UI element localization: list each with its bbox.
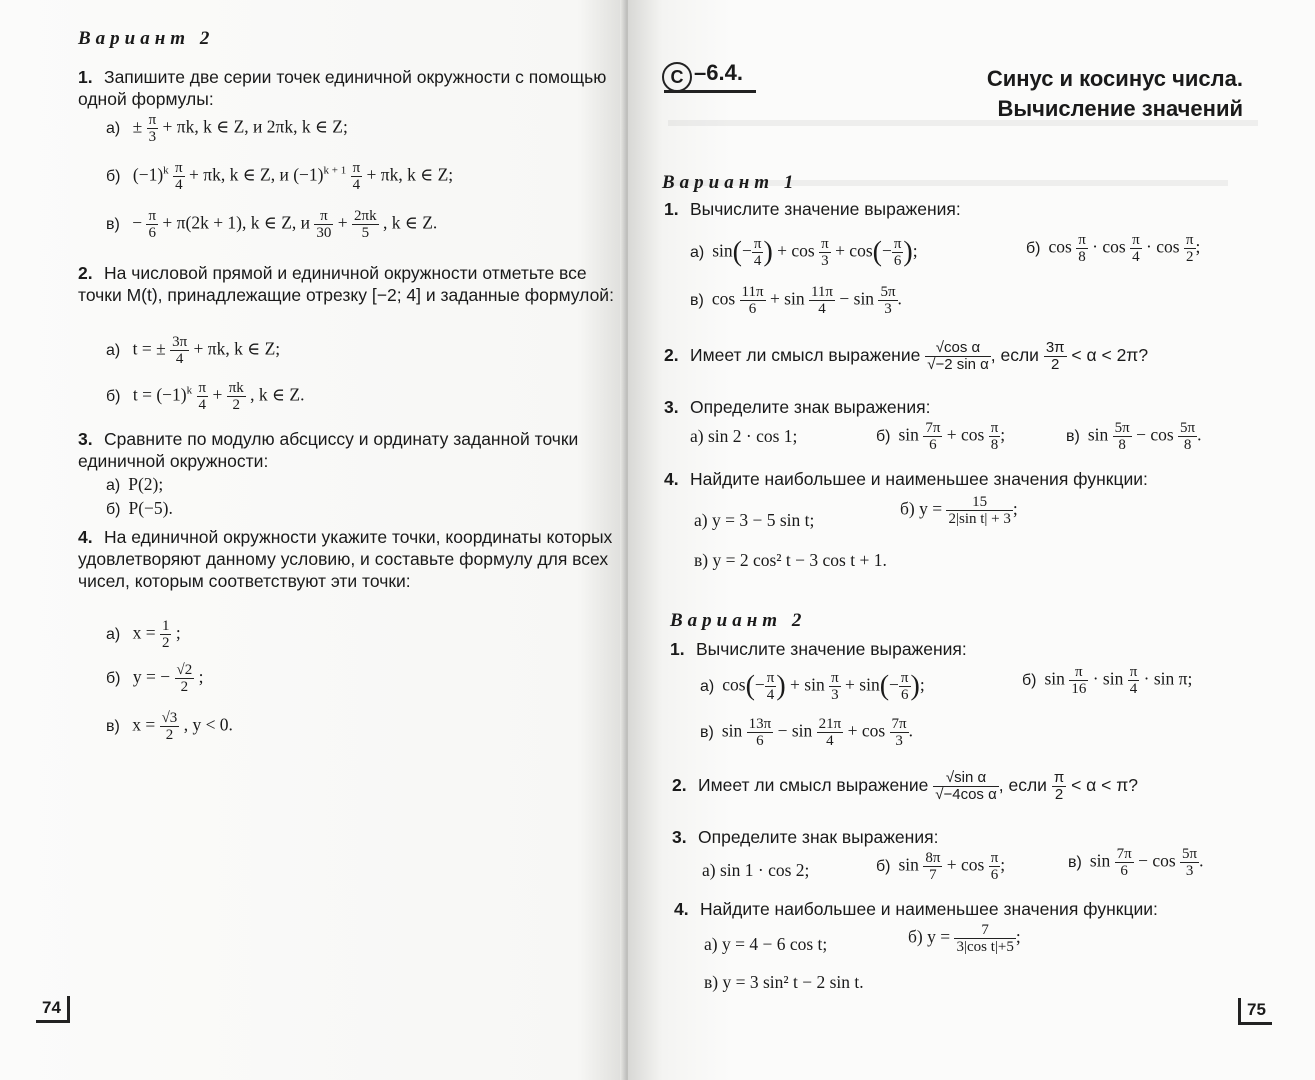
- item-label: б): [876, 427, 891, 445]
- fraction-numerator: π: [314, 208, 333, 225]
- fraction: [160, 710, 180, 743]
- math-text: , k ∈ Z.: [250, 384, 305, 405]
- fraction-numerator: √3: [161, 710, 178, 726]
- fraction-numerator: π: [148, 208, 157, 224]
- task-text: Имеет ли смысл выражение: [690, 345, 921, 366]
- item-label: б): [106, 167, 121, 185]
- task-text: Определите знак выражения:: [698, 827, 939, 847]
- task-1: [78, 66, 618, 110]
- v2-task-1-b: б) sin $\frac{\pi}{16}$ · sin $\frac{\pi}{4}$ · sin π;: [1022, 664, 1193, 697]
- task-text: Сравните по модулю абсциссу и ординату заданной точки единичной окружности:: [78, 429, 579, 471]
- task-number: 2.: [664, 345, 679, 366]
- fraction: [146, 208, 158, 241]
- math-text: t = ±: [132, 338, 166, 359]
- fraction-numerator: πk: [228, 380, 244, 396]
- fraction-numerator: 15: [946, 494, 1012, 511]
- section-title-line-1: Синус и косинус числа.: [986, 66, 1243, 91]
- v1-task-3-a: а) sin 2 · cos 1;: [690, 426, 798, 446]
- section-badge: С: [662, 62, 692, 92]
- task-1-c: [106, 208, 437, 241]
- task-4-c: [106, 710, 233, 743]
- fraction-numerator: 7: [954, 922, 1015, 939]
- task-4-b: [106, 662, 203, 695]
- section-title-line-2: Вычисление значений: [997, 96, 1243, 121]
- fraction-numerator: 1: [161, 618, 170, 634]
- task-4: [78, 526, 618, 592]
- math-text: б) y =: [900, 498, 943, 519]
- v2-task-4-c: в) y = 3 sin² t − 2 sin t.: [704, 972, 864, 992]
- fraction: [314, 208, 333, 241]
- fraction-denominator: 2: [232, 397, 240, 413]
- fraction: [147, 112, 159, 145]
- math-text: ;: [175, 622, 181, 643]
- math-text: + πk, k ∈ Z;: [366, 164, 454, 185]
- task-3-b: [106, 498, 173, 519]
- math-text: + πk, k ∈ Z;: [193, 338, 281, 359]
- task-text: На числовой прямой и единичной окружности отметьте все точки M(t), принадлежащие отрезку [−2; 4] и заданные формулой:: [78, 263, 614, 305]
- v2-task-3-a: а) sin 1 · cos 2;: [702, 860, 810, 880]
- v1-task-1-b: б) cos $\frac{\pi}{8}$ · cos $\frac{\pi}{4}$ · cos $\frac{\pi}{2}$ ;: [1026, 232, 1201, 265]
- item-label: а): [106, 119, 121, 137]
- v1-task-1-c: в) cos $\frac{11\pi}{6}$ + sin $\frac{11\pi}{4}$ − sin $\frac{5\pi}{3}$ .: [690, 284, 902, 317]
- math-text: P(2);: [128, 474, 164, 494]
- fraction-numerator: 2πk: [354, 208, 377, 224]
- task-2: [78, 262, 618, 306]
- task-number: 3.: [664, 397, 679, 417]
- task-number: 4.: [674, 899, 689, 919]
- v1-task-4-b: [900, 494, 1018, 527]
- v1-task-3-b: б) sin $\frac{7\pi}{6}$ + cos $\frac{\pi}{8}$ ;: [876, 420, 1006, 453]
- item-label: б): [106, 387, 121, 405]
- task-text: Запишите две серии точек единичной окружности с помощью одной формулы:: [78, 67, 607, 109]
- v2-task-1: [670, 638, 967, 660]
- item-label: а): [106, 625, 121, 643]
- fraction: [170, 334, 189, 367]
- task-text: < α < π?: [1071, 775, 1139, 796]
- fraction-numerator: √cos α: [925, 340, 991, 357]
- math-text: ±: [132, 116, 143, 137]
- fraction: [197, 380, 209, 413]
- task-number: 1.: [664, 199, 679, 219]
- section-id: –6.4.: [694, 60, 743, 85]
- task-2-a: [106, 334, 280, 367]
- math-text: t = (−1): [132, 384, 187, 405]
- math-text: , y < 0.: [183, 714, 233, 735]
- item-label: в): [1068, 853, 1082, 871]
- task-number: 2.: [672, 775, 687, 796]
- task-text: Вычислите значение выражения:: [696, 639, 967, 659]
- variant-2-title: Вариант 2: [670, 610, 807, 631]
- v2-task-1-a: а) cos(− $\frac{\pi}{4}$ ) + sin $\frac{\pi}{3}$ + sin(− $\frac{\pi}{6}$ );: [700, 670, 925, 703]
- item-label: б): [1026, 239, 1041, 257]
- fraction: [173, 160, 185, 193]
- math-text: +: [212, 384, 223, 405]
- fraction-denominator: 2: [161, 635, 170, 651]
- task-text: Вычислите значение выражения:: [690, 199, 961, 219]
- fraction-numerator: π: [352, 160, 361, 176]
- fraction-denominator: √−2 sin α: [927, 356, 989, 373]
- v1-task-4: [664, 468, 1148, 490]
- v2-task-1-c: в) sin $\frac{13\pi}{6}$ − sin $\frac{21\pi}{4}$ + cos $\frac{7\pi}{3}$ .: [700, 716, 913, 749]
- math-text: −: [132, 212, 143, 233]
- item-label: в): [1066, 427, 1080, 445]
- right-page: [628, 0, 1315, 1080]
- v2-task-2: [672, 770, 1138, 803]
- task-text: < α < 2π?: [1071, 345, 1149, 366]
- fraction: [954, 922, 1015, 955]
- task-number: 3.: [672, 827, 687, 847]
- item-label: а): [690, 243, 705, 261]
- task-text: Имеет ли смысл выражение: [698, 775, 929, 796]
- math-text: y = −: [132, 666, 171, 687]
- task-1-a: [106, 112, 348, 145]
- task-number: 4.: [664, 469, 679, 489]
- fraction: [925, 340, 991, 373]
- v1-task-4-a: а) y = 3 − 5 sin t;: [694, 510, 815, 530]
- item-label: а): [700, 677, 715, 695]
- fraction-numerator: π: [1053, 769, 1065, 786]
- task-2-b: [106, 380, 304, 413]
- math-text: ;: [1015, 926, 1021, 947]
- fraction-numerator: 3π: [1045, 339, 1065, 356]
- section-rule: [664, 90, 756, 93]
- fraction-denominator: 2|sin t| + 3: [948, 511, 1011, 527]
- item-label: а): [106, 341, 121, 359]
- exponent: k: [186, 384, 193, 397]
- v1-task-3-c: в) sin $\frac{5\pi}{8}$ − cos $\frac{5\pi}{8}$ .: [1066, 420, 1202, 453]
- task-text: Определите знак выражения:: [690, 397, 931, 417]
- fraction: [351, 160, 363, 193]
- fraction-denominator: 2: [165, 727, 174, 743]
- item-label: б): [106, 501, 121, 518]
- task-3: [78, 428, 618, 472]
- fraction-denominator: 2: [1054, 786, 1064, 803]
- math-text: +: [337, 212, 348, 233]
- fraction: [1044, 340, 1067, 373]
- math-text: б) y =: [908, 926, 951, 947]
- task-number: 1.: [78, 67, 93, 87]
- item-label: в): [106, 215, 120, 233]
- math-text: (−1): [132, 164, 164, 185]
- fraction: [160, 618, 172, 651]
- fraction: [227, 380, 246, 413]
- task-4-a: [106, 618, 181, 651]
- math-text: P(−5).: [128, 498, 173, 518]
- task-number: 4.: [78, 527, 93, 547]
- fraction-denominator: 5: [361, 225, 370, 241]
- fraction: [352, 208, 379, 241]
- v1-task-1-a: а) sin(− $\frac{\pi}{4}$ ) + cos $\frac{\pi}{3}$ + cos(− $\frac{\pi}{6}$ );: [690, 236, 918, 269]
- math-text: + πk, k ∈ Z, и 2πk, k ∈ Z;: [162, 116, 348, 137]
- v2-task-3-c: в) sin $\frac{7\pi}{6}$ − cos $\frac{5\pi}{3}$ .: [1068, 846, 1204, 879]
- fraction: [175, 662, 195, 695]
- math-text: ;: [198, 666, 204, 687]
- fraction-denominator: 30: [316, 225, 332, 241]
- fraction-numerator: π: [148, 112, 157, 128]
- fraction-denominator: 6: [148, 225, 156, 241]
- item-label: б): [876, 857, 891, 875]
- variant-title: Вариант 2: [78, 28, 215, 49]
- fraction-denominator: 4: [175, 351, 184, 367]
- math-text: ;: [1012, 498, 1018, 519]
- page-number: 75: [1238, 998, 1272, 1025]
- task-text: На единичной окружности укажите точки, координаты которых удовлетворяют данному условию, и составьте формулу для всех чисел, которым соответствуют эти точки:: [78, 527, 613, 591]
- exponent: k: [163, 164, 169, 177]
- math-text: + π(2k + 1), k ∈ Z, и: [162, 212, 311, 233]
- math-text: x =: [132, 622, 156, 643]
- math-text: x =: [132, 714, 156, 735]
- item-label: б): [1022, 671, 1037, 689]
- task-number: 3.: [78, 429, 93, 449]
- v1-task-2: [664, 340, 1148, 373]
- item-label: в): [700, 723, 714, 741]
- item-label: в): [690, 291, 704, 309]
- fraction-denominator: 4: [352, 177, 361, 193]
- fraction-numerator: π: [198, 380, 207, 396]
- fraction-denominator: 4: [198, 397, 207, 413]
- item-label: б): [106, 669, 121, 687]
- variant-1-title: Вариант 1: [662, 172, 799, 193]
- fraction-denominator: 2: [1051, 356, 1060, 373]
- v1-task-1: [664, 198, 961, 220]
- item-label: а): [106, 477, 121, 494]
- fraction: [933, 770, 999, 803]
- fraction-numerator: 3π: [172, 334, 188, 350]
- task-text: Найдите наибольшее и наименьшее значения функции:: [700, 899, 1158, 919]
- task-1-b: [106, 160, 453, 193]
- v2-task-4-b: [908, 922, 1021, 955]
- fraction-numerator: π: [175, 160, 183, 176]
- math-text: + πk, k ∈ Z, и (−1): [188, 164, 324, 185]
- fraction-denominator: 4: [175, 177, 183, 193]
- task-3-a: [106, 474, 163, 495]
- v2-task-4: [674, 898, 1158, 920]
- task-number: 1.: [670, 639, 685, 659]
- item-label: в): [106, 717, 120, 735]
- v2-task-3: [672, 826, 938, 848]
- left-page: [0, 0, 628, 1080]
- exponent: k + 1: [323, 164, 347, 177]
- fraction-numerator: √sin α: [933, 770, 999, 787]
- v2-task-4-a: а) y = 4 − 6 cos t;: [704, 934, 828, 954]
- fraction-denominator: 3|cos t|+5: [956, 939, 1014, 955]
- fraction-denominator: 2: [180, 679, 189, 695]
- fraction: [1052, 770, 1066, 803]
- math-text: , k ∈ Z.: [382, 212, 438, 233]
- task-text: Найдите наибольшее и наименьшее значения функции:: [690, 469, 1148, 489]
- page-number: 74: [36, 996, 70, 1023]
- fraction: [946, 494, 1012, 527]
- task-number: 2.: [78, 263, 93, 283]
- fraction-denominator: √−4cos α: [935, 786, 997, 803]
- fraction-denominator: 3: [148, 129, 157, 145]
- task-text: , если: [990, 345, 1039, 366]
- v1-task-3: [664, 396, 930, 418]
- v1-task-4-c: в) y = 2 cos² t − 3 cos t + 1.: [694, 550, 887, 570]
- task-text: , если: [998, 775, 1047, 796]
- v2-task-3-b: б) sin $\frac{8\pi}{7}$ + cos $\frac{\pi}{6}$ ;: [876, 850, 1006, 883]
- fraction-numerator: √2: [176, 662, 193, 678]
